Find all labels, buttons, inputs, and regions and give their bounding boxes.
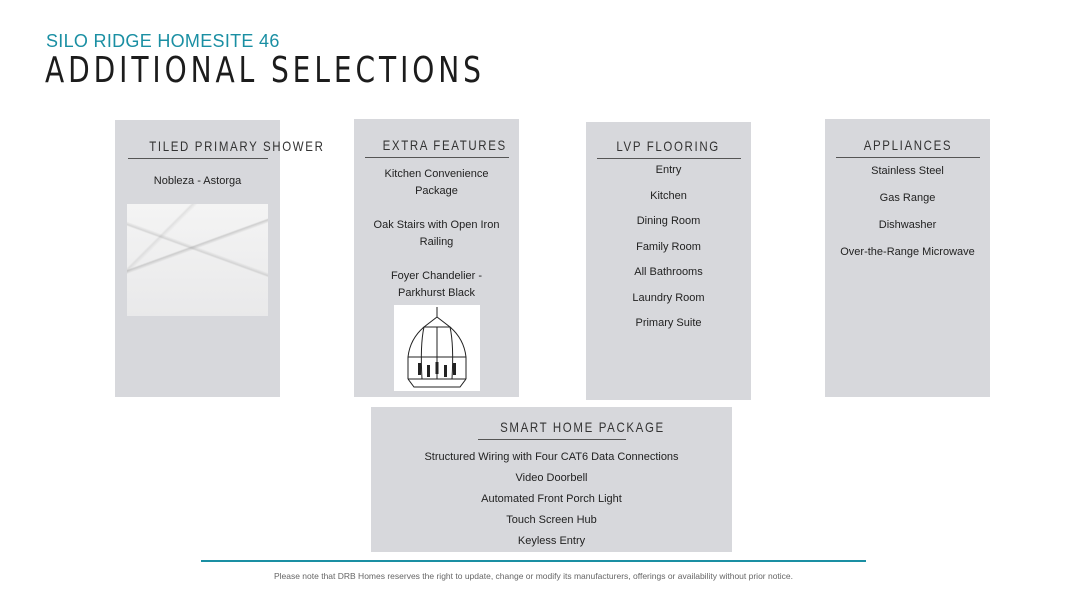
list-item: Stainless Steel bbox=[871, 165, 944, 177]
card-heading: TILED PRIMARY SHOWER bbox=[128, 138, 268, 159]
page-title: ADDITIONAL SELECTIONS bbox=[45, 50, 485, 91]
list-item: Over-the-Range Microwave bbox=[840, 246, 975, 258]
list-item: Dining Room bbox=[636, 215, 701, 227]
list-item: Keyless Entry bbox=[517, 535, 586, 547]
card-extra-features bbox=[354, 119, 519, 397]
list-item: Family Room bbox=[636, 240, 701, 253]
list-item: Primary Suite bbox=[635, 317, 702, 329]
card-smart-home-package bbox=[371, 407, 732, 552]
list-item: Oak Stairs with Open Iron Railing bbox=[373, 219, 500, 248]
footer-divider bbox=[201, 560, 866, 562]
list-item: Foyer Chandelier - Parkhurst Black bbox=[390, 270, 483, 299]
list-item: Gas Range bbox=[879, 192, 936, 204]
marble-tile-image bbox=[127, 204, 268, 316]
chandelier-image bbox=[394, 305, 480, 391]
card-heading: APPLIANCES bbox=[836, 137, 980, 158]
list-item: Entry bbox=[655, 164, 682, 176]
list-item: Structured Wiring with Four CAT6 Data Connections bbox=[424, 451, 679, 463]
list-item: Automated Front Porch Light bbox=[481, 493, 622, 505]
card-lvp-flooring bbox=[586, 122, 751, 400]
card-appliances bbox=[825, 119, 990, 397]
list-item: Nobleza - Astorga bbox=[153, 175, 242, 187]
card-heading: LVP FLOORING bbox=[597, 138, 741, 159]
list-item: Kitchen Convenience Package bbox=[384, 168, 489, 197]
card-tiled-primary-shower bbox=[115, 120, 325, 397]
list-item: Laundry Room bbox=[632, 291, 705, 304]
page-subtitle: SILO RIDGE HOMESITE 46 bbox=[46, 31, 280, 51]
footer-note: Please note that DRB Homes reserves the right to update, change or modify its manufacturers, offerings or availability without prior notice. bbox=[273, 571, 794, 581]
list-item: Dishwasher bbox=[878, 219, 937, 231]
list-item: Video Doorbell bbox=[515, 472, 588, 484]
card-heading: SMART HOME PACKAGE bbox=[478, 419, 626, 440]
chandelier-icon bbox=[394, 305, 480, 391]
list-item: Kitchen bbox=[650, 189, 687, 202]
list-item: All Bathrooms bbox=[634, 266, 703, 278]
list-item: Touch Screen Hub bbox=[506, 514, 597, 526]
card-heading: EXTRA FEATURES bbox=[365, 137, 509, 158]
